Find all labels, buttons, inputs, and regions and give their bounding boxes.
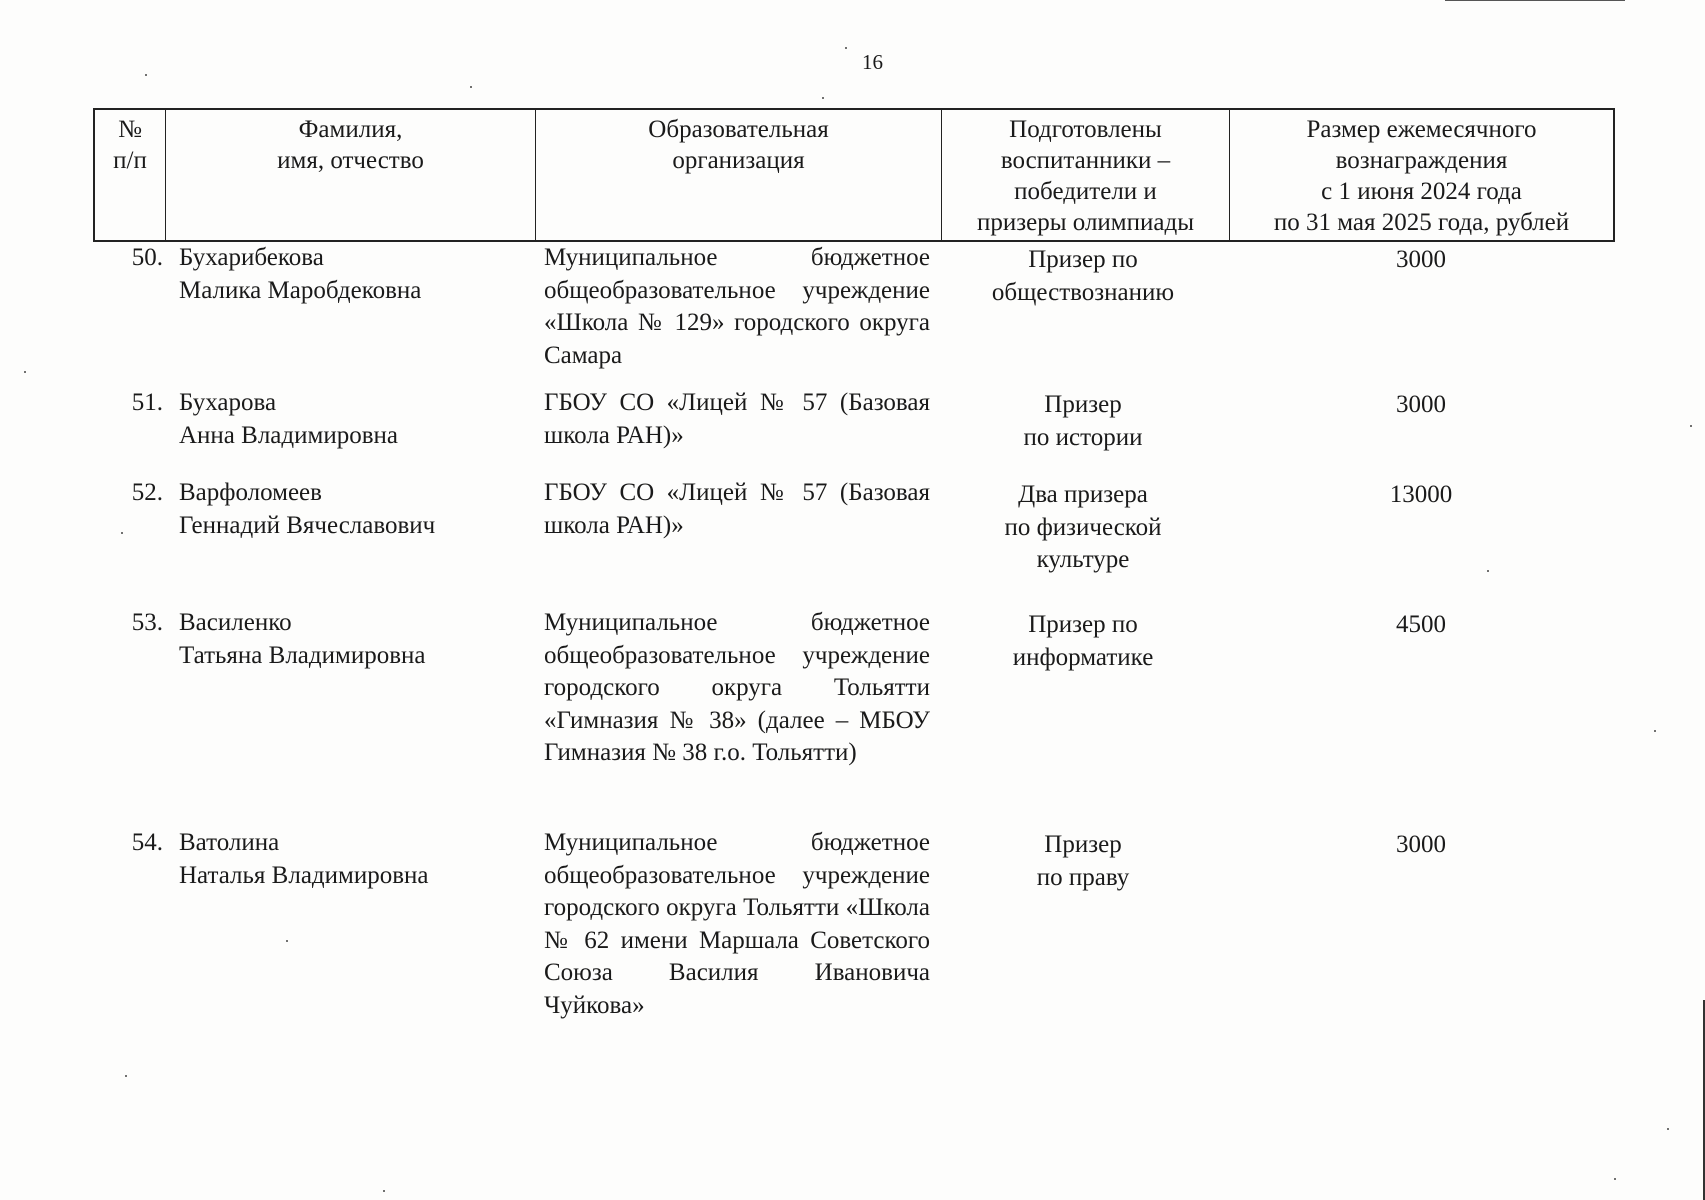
table-row (93, 242, 1615, 387)
row-award: Призер по истории (1023, 391, 1143, 451)
row-organization: ГБОУ СО «Лицей № 57 (Базовая школа РАН)» (544, 479, 930, 539)
header-org: Образовательная организация (535, 110, 941, 240)
table-header (93, 108, 1615, 242)
header-amount: Размер ежемесячного вознаграждения с 1 июня 2024 года по 31 мая 2025 года, рублей (1229, 110, 1613, 240)
top-rule (1445, 0, 1625, 1)
table-row (93, 827, 1615, 1027)
row-number: 53. (131, 609, 163, 636)
row-award: Два призера по физической культуре (1004, 481, 1162, 573)
row-name: Ватолина Наталья Владимировна (179, 829, 429, 889)
row-award: Призер по обществознанию (991, 246, 1175, 306)
row-name: Бухарибекова Малика Маробдековна (179, 244, 422, 304)
row-award: Призер по информатике (1012, 611, 1154, 671)
row-amount: 4500 (1396, 611, 1446, 638)
row-name: Варфоломеев Геннадий Вячеславович (179, 479, 436, 539)
header-name: Фамилия, имя, отчество (165, 110, 535, 240)
table-row (93, 477, 1615, 607)
row-name: Бухарова Анна Владимировна (179, 389, 398, 449)
row-number: 54. (131, 829, 163, 856)
header-award: Подготовлены воспитанники – победители и призеры олимпиады (941, 110, 1229, 240)
row-amount: 3000 (1396, 246, 1446, 273)
table-row (93, 387, 1615, 477)
row-organization: Муниципальное бюджетное общеобразовательное учреждение «Школа № 129» городского округа Самара (544, 244, 930, 369)
page-number: 16 (862, 50, 883, 74)
row-organization: Муниципальное бюджетное общеобразовательное учреждение городского округа Тольятти «Гимназия № 38» (далее – МБОУ Гимназия № 38 г.о. Тольятти) (544, 609, 930, 766)
row-name: Василенко Татьяна Владимировна (179, 609, 426, 669)
row-number: 51. (131, 389, 163, 416)
row-organization: ГБОУ СО «Лицей № 57 (Базовая школа РАН)» (544, 389, 930, 449)
row-amount: 3000 (1396, 391, 1446, 418)
row-number: 50. (131, 244, 163, 271)
table-body (93, 242, 1615, 1027)
row-award: Призер по праву (1036, 831, 1130, 891)
row-number: 52. (131, 479, 163, 506)
table-row (93, 607, 1615, 827)
row-amount: 3000 (1396, 831, 1446, 858)
row-amount: 13000 (1389, 481, 1453, 508)
row-organization: Муниципальное бюджетное общеобразовательное учреждение городского округа Тольятти «Школа № 62 имени Маршала Советского Союза Василия Ивановича Чуйкова» (544, 829, 930, 1019)
header-num: № п/п (113, 116, 147, 174)
